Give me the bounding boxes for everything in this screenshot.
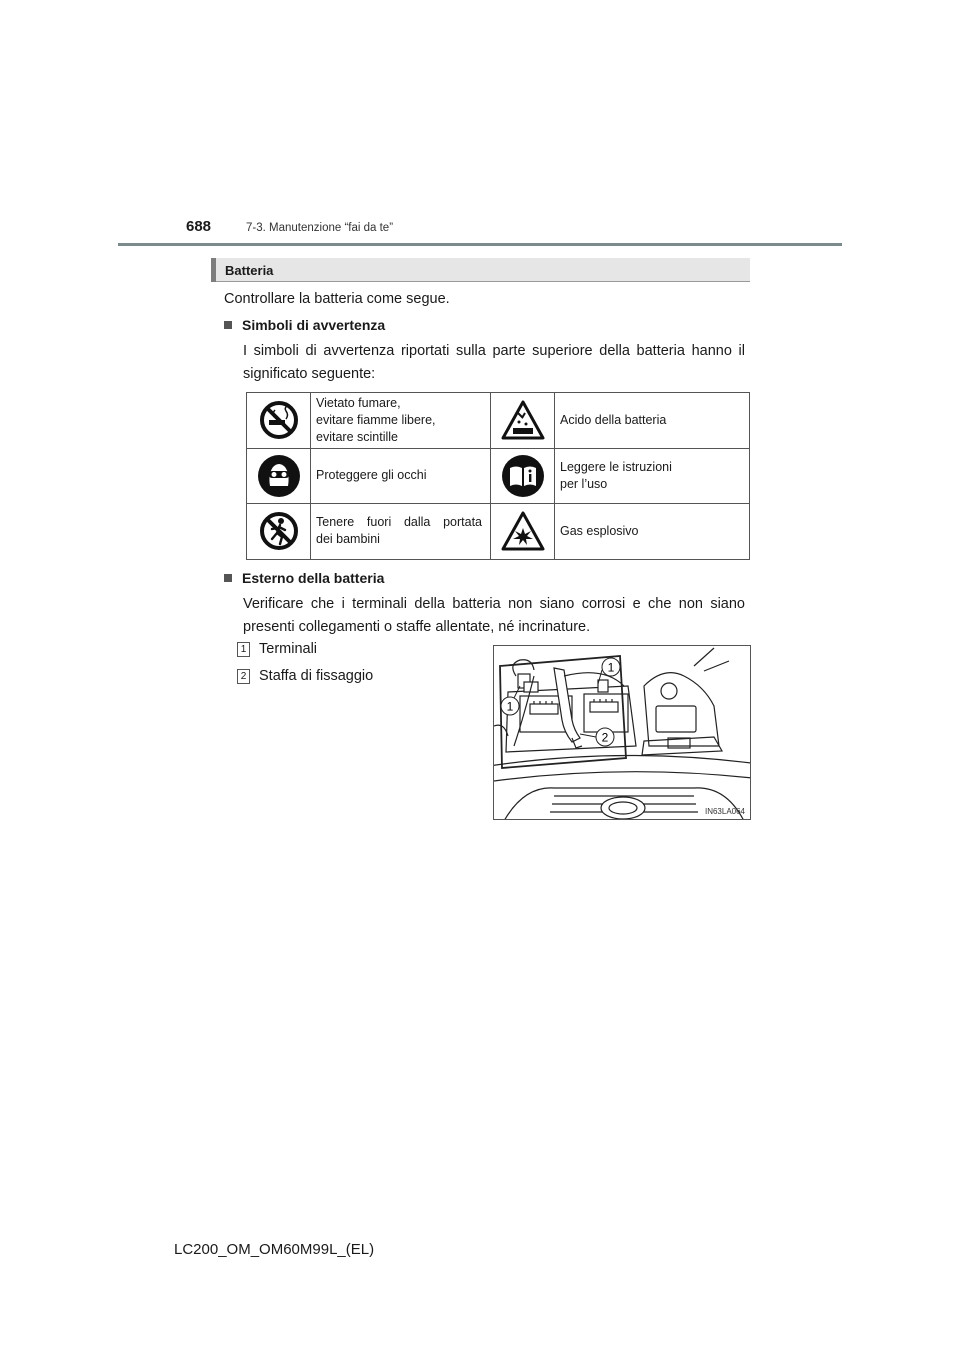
callout-label: Staffa di fissaggio xyxy=(259,668,374,684)
engine-bay-illustration xyxy=(494,646,751,820)
symbol-description: Proteggere gli occhi xyxy=(311,448,491,504)
symbol-cell xyxy=(491,393,555,449)
callout-number: 2 xyxy=(237,669,250,684)
symbol-description: Vietato fumare, evitare fiamme libere, evitare scintille xyxy=(311,393,491,449)
callout-label: Terminali xyxy=(259,641,318,657)
callout-number: 1 xyxy=(237,642,250,657)
warning-symbols-table xyxy=(246,392,750,560)
title-accent xyxy=(211,258,216,282)
symbol-description: Leggere le istruzioni per l’uso xyxy=(555,448,750,504)
symbol-description: Tenere fuori dalla portata dei bambini xyxy=(311,504,491,560)
table-row xyxy=(247,393,750,449)
warning-symbols-heading-text: Simboli di avvertenza xyxy=(242,317,386,333)
symbol-cell xyxy=(491,448,555,504)
section-title: Batteria xyxy=(225,263,274,278)
read-manual-icon xyxy=(501,454,545,498)
figure-label: 1 xyxy=(506,699,514,714)
figure-label: 2 xyxy=(601,730,609,745)
warning-symbols-description: I simboli di avvertenza riportati sulla parte superiore della batteria hanno il significato seguente: xyxy=(243,343,745,382)
bullet-square-icon xyxy=(224,321,232,329)
figure-code: IN63LA064 xyxy=(704,807,745,816)
section-header: 7-3. Manutenzione “fai da te” xyxy=(246,222,394,234)
table-row xyxy=(247,448,750,504)
page-number: 688 xyxy=(186,218,212,235)
bullet-square-icon xyxy=(224,574,232,582)
symbol-cell xyxy=(247,393,311,449)
footer-code: LC200_OM_OM60M99L_(EL) xyxy=(174,1241,375,1258)
no-smoking-icon xyxy=(259,400,299,440)
callout-bracket xyxy=(237,668,373,684)
symbol-cell xyxy=(491,504,555,560)
table-row xyxy=(247,504,750,560)
battery-acid-warning-icon xyxy=(501,400,545,440)
header-divider xyxy=(118,243,842,246)
symbol-description: Acido della batteria xyxy=(555,393,750,449)
callout-terminals xyxy=(237,641,317,657)
section-title-bar xyxy=(211,258,750,282)
warning-symbols-heading xyxy=(224,317,385,333)
figure-label: 1 xyxy=(607,660,615,675)
symbol-description: Gas esplosivo xyxy=(555,504,750,560)
battery-figure xyxy=(493,645,751,820)
eye-protection-icon xyxy=(257,454,301,498)
symbol-cell xyxy=(247,448,311,504)
symbol-cell xyxy=(247,504,311,560)
exterior-description: Verificare che i terminali della batteria non siano corrosi e che non siano presenti collegamenti o staffe allentate, né incrinature. xyxy=(243,596,745,635)
keep-away-children-icon xyxy=(259,511,299,551)
explosive-gas-warning-icon xyxy=(501,511,545,551)
exterior-heading xyxy=(224,570,384,586)
intro-text: Controllare la batteria come segue. xyxy=(224,291,450,307)
exterior-heading-text: Esterno della batteria xyxy=(242,570,385,586)
